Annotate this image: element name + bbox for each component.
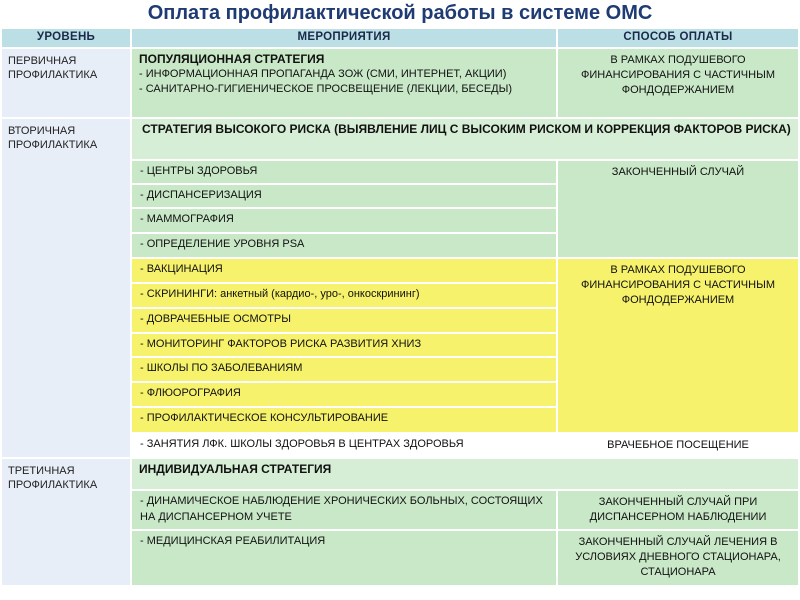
secondary-group2-payment: В РАМКАХ ПОДУШЕВОГО ФИНАНСИРОВАНИЯ С ЧАСТИЧНЫМ ФОНДОДЕРЖАНИЕМ bbox=[558, 259, 798, 432]
level-secondary: ВТОРИЧНАЯ ПРОФИЛАКТИКА bbox=[2, 119, 130, 457]
header-payment: СПОСОБ ОПЛАТЫ bbox=[558, 29, 798, 47]
secondary-group1-payment: ЗАКОНЧЕННЫЙ СЛУЧАЙ bbox=[558, 161, 798, 257]
secondary-item: - ПРОФИЛАКТИЧЕСКОЕ КОНСУЛЬТИРОВАНИЕ bbox=[132, 408, 556, 432]
secondary-item: - МАММОГРАФИЯ bbox=[132, 209, 556, 232]
secondary-item: - ЦЕНТРЫ ЗДОРОВЬЯ bbox=[132, 161, 556, 183]
secondary-item: - ДОВРАЧЕБНЫЕ ОСМОТРЫ bbox=[132, 309, 556, 332]
header-level: УРОВЕНЬ bbox=[2, 29, 130, 47]
tertiary-item: - МЕДИЦИНСКАЯ РЕАБИЛИТАЦИЯ bbox=[132, 531, 556, 585]
header-activities: МЕРОПРИЯТИЯ bbox=[132, 29, 556, 47]
secondary-item: - ЗАНЯТИЯ ЛФК. ШКОЛЫ ЗДОРОВЬЯ В ЦЕНТРАХ ЗДОРОВЬЯ bbox=[132, 434, 556, 457]
level-primary: ПЕРВИЧНАЯ ПРОФИЛАКТИКА bbox=[2, 49, 130, 117]
tertiary-item1-payment: ЗАКОНЧЕННЫЙ СЛУЧАЙ ПРИ ДИСПАНСЕРНОМ НАБЛЮДЕНИИ bbox=[558, 491, 798, 529]
primary-item: - ИНФОРМАЦИОННАЯ ПРОПАГАНДА ЗОЖ (СМИ, ИНТЕРНЕТ, АКЦИИ) bbox=[139, 68, 507, 80]
primary-item: - САНИТАРНО-ГИГИЕНИЧЕСКОЕ ПРОСВЕЩЕНИЕ (ЛЕКЦИИ, БЕСЕДЫ) bbox=[139, 83, 513, 95]
tertiary-strategy: ИНДИВИДУАЛЬНАЯ СТРАТЕГИЯ bbox=[132, 459, 798, 489]
secondary-item: - МОНИТОРИНГ ФАКТОРОВ РИСКА РАЗВИТИЯ ХНИЗ bbox=[132, 334, 556, 356]
secondary-item: - СКРИНИНГИ: анкетный (кардио-, уро-, онкоскрининг) bbox=[132, 284, 556, 307]
secondary-item: - ФЛЮОРОГРАФИЯ bbox=[132, 383, 556, 406]
secondary-group3-payment: ВРАЧЕБНОЕ ПОСЕЩЕНИЕ bbox=[558, 434, 798, 457]
secondary-item: - ВАКЦИНАЦИЯ bbox=[132, 259, 556, 282]
tertiary-item: - ДИНАМИЧЕСКОЕ НАБЛЮДЕНИЕ ХРОНИЧЕСКИХ БОЛЬНЫХ, СОСТОЯЩИХ НА ДИСПАНСЕРНОМ УЧЕТЕ bbox=[132, 491, 556, 529]
page-title: Оплата профилактической работы в системе ОМС bbox=[147, 2, 653, 24]
primary-payment: В РАМКАХ ПОДУШЕВОГО ФИНАНСИРОВАНИЯ С ЧАСТИЧНЫМ ФОНДОДЕРЖАНИЕМ bbox=[558, 49, 798, 117]
secondary-item: - ОПРЕДЕЛЕНИЕ УРОВНЯ PSA bbox=[132, 234, 556, 257]
tertiary-item2-payment: ЗАКОНЧЕННЫЙ СЛУЧАЙ ЛЕЧЕНИЯ В УСЛОВИЯХ ДНЕВНОГО СТАЦИОНАРА, СТАЦИОНАРА bbox=[558, 531, 798, 585]
secondary-item: - ШКОЛЫ ПО ЗАБОЛЕВАНИЯМ bbox=[132, 358, 556, 381]
secondary-item: - ДИСПАНСЕРИЗАЦИЯ bbox=[132, 185, 556, 207]
primary-activities bbox=[132, 49, 556, 117]
primary-strategy: ПОПУЛЯЦИОННАЯ СТРАТЕГИЯ bbox=[139, 52, 325, 66]
secondary-strategy: СТРАТЕГИЯ ВЫСОКОГО РИСКА (ВЫЯВЛЕНИЕ ЛИЦ С ВЫСОКИМ РИСКОМ И КОРРЕКЦИЯ ФАКТОРОВ РИСКА) bbox=[132, 119, 798, 159]
level-tertiary: ТРЕТИЧНАЯ ПРОФИЛАКТИКА bbox=[2, 459, 130, 585]
